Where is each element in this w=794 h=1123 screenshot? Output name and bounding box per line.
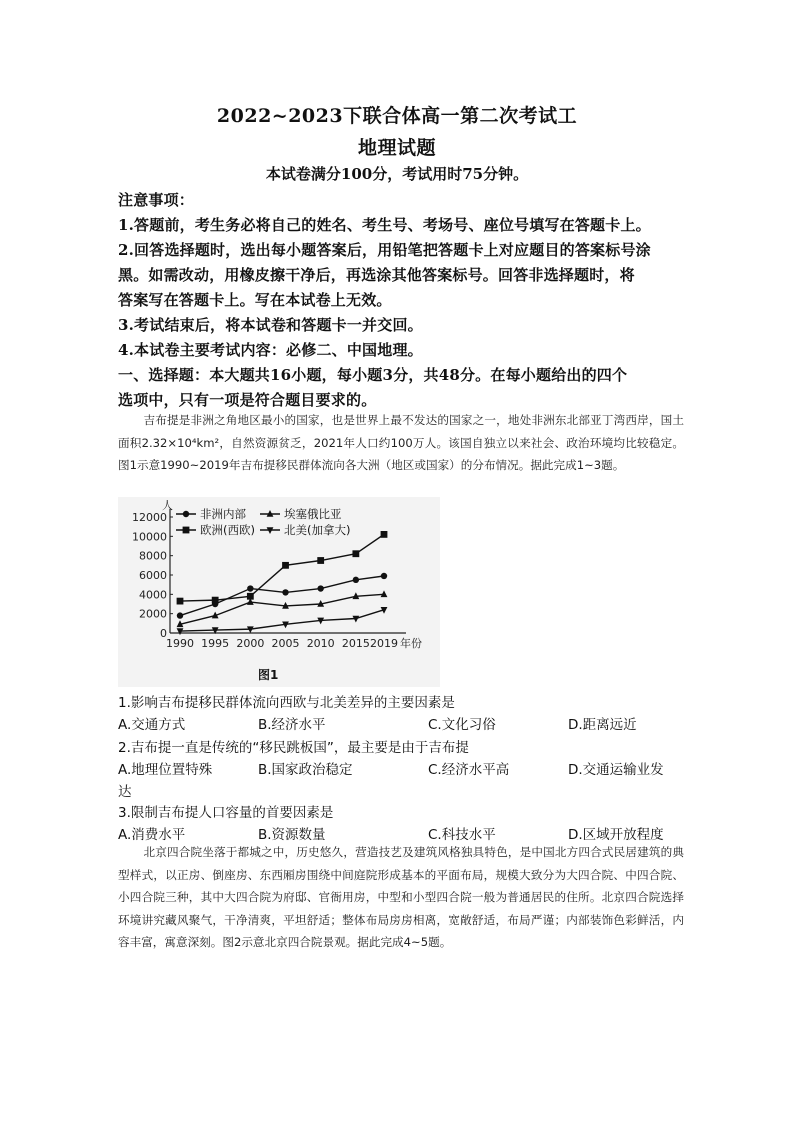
series-line [180,534,384,601]
q2-option-c: C.经济水平高 [428,762,510,778]
question-3-stem: 3.限制吉布提人口容量的首要因素是 [118,805,334,821]
figure-caption: 图1 [258,668,279,682]
question-1-stem: 1.影响吉布提移民群体流向西欧与北美差异的主要因素是 [118,695,455,711]
exam-title: 2022~2023下联合体高一第二次考试工 [216,105,578,127]
x-tick-label: 2010 [306,637,335,650]
legend-label: 非洲内部 [200,507,246,521]
note-item: 4.本试卷主要考试内容：必修二、中国地理。 [118,341,423,359]
y-tick-label: 12000 [132,511,167,524]
q2-option-d-wrap: 达 [118,784,132,800]
question-2-stem: 2.吉布提一直是传统的“移民跳板国”，最主要是由于吉布提 [118,740,469,756]
data-point [247,585,253,591]
data-point [183,511,189,517]
data-point [183,527,190,534]
q1-option-a: A.交通方式 [118,717,186,733]
y-tick-label: 6000 [139,569,167,582]
y-tick-label: 4000 [139,588,167,602]
passage-djibouti: 吉布提是非洲之角地区最小的国家，也是世界上最不发达的国家之一，地处非洲东北部亚丁湾西岸，国土面积2.32×10⁴km²，自然资源贫乏，2021年人口约100万人。该国自独立以来社会、政治环境均比较稳定。图1示意1990~2019年吉布提移民群体流向各大洲（地区或国家）的分布情况。据此完成1~3题。 [118,413,684,472]
data-point [353,577,359,583]
q3-option-d: D.区域开放程度 [568,827,664,843]
q2-option-a: A.地理位置特殊 [118,762,213,778]
line-chart [118,497,440,667]
note-item: 1.答题前，考生务必将自己的姓名、考生号、考场号、座位号填写在答题卡上。 [118,216,651,234]
data-point [317,585,323,591]
y-axis-label: 人 [162,499,173,512]
subject-title: 地理试题 [357,137,436,159]
x-tick-label: 2005 [271,637,300,650]
data-point [381,573,387,579]
note-item: 3.考试结束后，将本试卷和答题卡一并交回。 [118,316,423,334]
q1-option-c: C.文化习俗 [428,717,496,733]
data-point [282,562,289,569]
note-item: 答案写在答题卡上。写在本试卷上无效。 [118,291,392,309]
data-point [212,597,219,604]
legend-label: 欧洲(西欧) [200,523,255,537]
q1-option-b: B.经济水平 [258,717,326,733]
x-tick-label: 2000 [236,637,265,650]
notes-heading: 注意事项： [118,191,195,209]
legend-label: 北美(加拿大) [284,523,351,537]
note-item: 黑。如需改动，用橡皮擦干净后，再选涂其他答案标号。回答非选择题时，将 [118,266,635,284]
figure-1-chart [118,497,440,687]
x-axis-label: 年份 [400,637,422,650]
passage-siheyuan: 北京四合院坐落于都城之中，历史悠久，营造技艺及建筑风格独具特色，是中国北方四合式民居建筑的典型样式，以正房、倒座房、东西厢房围绕中间庭院形成基本的平面布局，规模大致分为大四合院、中四合院、小四合院三种，其中大四合院为府邸、官衙用房，中型和小型四合院一般为普通居民的住所。北京四合院选择环境讲究藏风聚气，干净清爽，平坦舒适；整体布局房房相离，宽敞舒适，布局严谨；内部装饰色彩鲜活，内容丰富，寓意深刻。图2示意北京四合院景观。据此完成4~5题。 [118,845,684,949]
series-line [180,610,384,631]
data-point [177,598,184,605]
data-point [381,531,388,538]
q2-option-d: D.交通运输业发 [568,762,664,778]
exam-info: 本试卷满分100分，考试用时75分钟。 [265,165,529,183]
y-tick-label: 2000 [139,607,167,621]
legend-label: 埃塞俄比亚 [284,507,342,521]
data-point [177,612,183,618]
note-item: 2.回答选择题时，选出每小题答案后，用铅笔把答题卡上对应题目的答案标号涂 [118,241,651,259]
data-point [282,589,288,595]
section-heading: 一、选择题：本大题共16小题，每小题3分，共48分。在每小题给出的四个 [118,366,628,384]
q1-option-d: D.距离远近 [568,717,637,733]
x-tick-label: 2015 [341,637,370,650]
data-point [352,550,359,557]
data-point [247,593,254,600]
data-point [317,557,324,564]
x-tick-label: 1995 [201,637,230,650]
section-heading-cont: 选项中，只有一项是符合题目要求的。 [118,391,377,409]
q3-option-b: B.资源数量 [258,827,326,843]
x-tick-label: 1990 [166,637,194,650]
y-tick-label: 10000 [132,530,167,544]
y-tick-label: 0 [160,627,167,640]
x-tick-label: 2019 [370,637,398,650]
q2-option-b: B.国家政治稳定 [258,762,353,778]
q3-option-a: A.消费水平 [118,827,186,843]
series-line [180,576,384,616]
data-point [381,590,388,597]
y-tick-label: 8000 [139,549,167,563]
q3-option-c: C.科技水平 [428,827,496,843]
